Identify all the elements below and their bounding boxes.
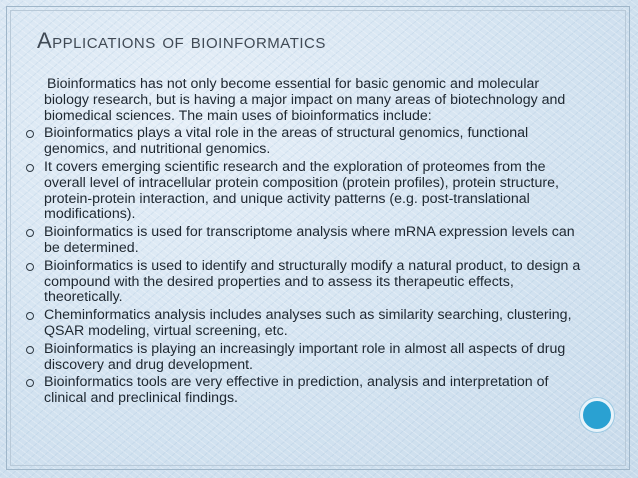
bullet-text: Bioinformatics tools are very effective in prediction, analysis and interpretation of clinical and preclinical findings. — [44, 374, 549, 407]
slide-content — [26, 77, 586, 409]
hollow-circle-bullet-icon — [26, 312, 34, 320]
list-item — [26, 160, 586, 223]
list-item — [26, 259, 586, 306]
hollow-circle-bullet-icon — [26, 130, 34, 138]
hollow-circle-bullet-icon — [26, 164, 34, 172]
hollow-circle-bullet-icon — [26, 346, 34, 354]
bullet-text: Bioinformatics is playing an increasingly important role in almost all aspects of drug discovery and drug development. — [44, 340, 566, 373]
bullet-text: Bioinformatics plays a vital role in the areas of structural genomics, functional genomics, and nutritional genomics. — [44, 125, 529, 158]
bullet-text: Cheminformatics analysis includes analyses such as similarity searching, clustering, QSAR modeling, virtual screening, etc. — [44, 307, 572, 339]
list-item — [26, 308, 586, 340]
list-item — [26, 225, 586, 257]
intro-paragraph — [26, 77, 586, 124]
hollow-circle-bullet-icon — [26, 229, 34, 237]
bullet-text: Bioinformatics is used to identify and structurally modify a natural product, to design a compound with the desired properties and to assess its therapeutic effects, theoretically. — [44, 257, 581, 306]
list-item — [26, 375, 586, 407]
bullet-list — [26, 126, 586, 407]
hollow-circle-bullet-icon — [26, 263, 34, 271]
bullet-text: Bioinformatics is used for transcriptome analysis where mRNA expression levels can be determined. — [44, 224, 575, 256]
decorative-circle-icon — [580, 398, 614, 432]
list-item — [26, 126, 586, 158]
list-item — [26, 342, 586, 374]
intro-text: Bioinformatics has not only become essential for basic genomic and molecular biology research, but is having a major impact on many areas of biotechnology and biomedical sciences. The main uses of bioinformatics include: — [44, 76, 566, 124]
slide-title: Applications of bioinformatics — [37, 28, 326, 53]
bullet-text: It covers emerging scientific research and the exploration of proteomes from the overall level of intracellular protein composition (protein profiles), protein structure, protein-protein interaction, and unique activity patterns (e.g. post-translational modifications). — [44, 158, 559, 223]
hollow-circle-bullet-icon — [26, 379, 34, 387]
